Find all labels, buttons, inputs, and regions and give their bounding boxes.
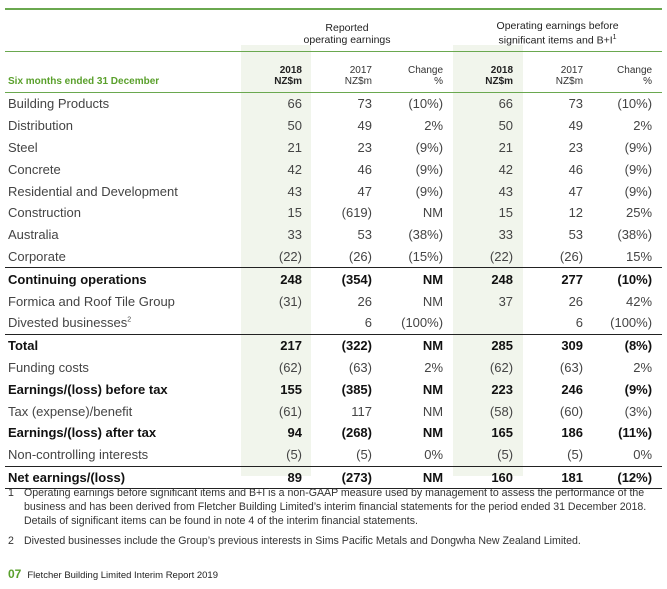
cell-value: 0% <box>633 447 653 463</box>
cell-value: 43 <box>498 183 514 199</box>
cell-value: (5) <box>286 447 302 463</box>
cell-value: 6 <box>575 315 584 331</box>
cell-value: NM <box>422 403 444 419</box>
row-label: Steel <box>8 139 38 155</box>
cell-value: (8%) <box>624 338 653 354</box>
cell-value: NM <box>422 205 444 221</box>
cell-value: 47 <box>568 183 584 199</box>
cell-value: 53 <box>357 227 372 243</box>
group-reported: Reported operating earnings <box>303 22 391 46</box>
cell-value: 15 <box>287 205 302 221</box>
cell-value: (61) <box>278 403 302 419</box>
cell-value: (63) <box>348 359 372 375</box>
cell-value: 2% <box>633 118 653 134</box>
row-label: Continuing operations <box>8 271 147 287</box>
cell-value: 50 <box>287 118 302 134</box>
cell-value: (10%) <box>617 96 653 112</box>
cell-value: (3%) <box>624 403 653 419</box>
cell-value: (60) <box>559 403 584 419</box>
cell-value: (5) <box>497 447 514 463</box>
table-row <box>5 180 662 202</box>
cell-value: (62) <box>278 359 302 375</box>
table-row <box>5 202 662 224</box>
cell-value: (9%) <box>415 183 444 199</box>
cell-value: (11%) <box>618 425 653 441</box>
cell-value <box>241 312 312 334</box>
row-label: Formica and Roof Tile Group <box>8 293 175 309</box>
column-header: 2018 NZ$m <box>485 65 514 87</box>
cell-value: (100%) <box>610 315 653 331</box>
cell-value: (354) <box>341 271 372 287</box>
cell-value: (9%) <box>624 161 653 177</box>
cell-value: (268) <box>341 425 372 441</box>
row-label: Total <box>8 338 39 354</box>
cell-value: 25% <box>626 205 653 221</box>
cell-value: (9%) <box>415 139 444 155</box>
cell-value: 33 <box>498 227 514 243</box>
cell-value: 2% <box>633 359 653 375</box>
cell-value: (38%) <box>408 227 444 243</box>
cell-value: 53 <box>568 227 584 243</box>
cell-value: 21 <box>287 139 302 155</box>
group-header-row <box>5 9 662 52</box>
column-header: 2017 NZ$m <box>344 65 372 87</box>
cell-value: 89 <box>287 469 302 485</box>
cell-value: 49 <box>568 118 584 134</box>
cell-value: 37 <box>498 293 514 309</box>
cell-value: (5) <box>356 447 372 463</box>
cell-value: 248 <box>280 271 302 287</box>
table-row <box>5 290 662 312</box>
column-header: Change % <box>408 65 444 87</box>
cell-value: 217 <box>280 338 302 354</box>
cell-value: (22) <box>489 248 514 264</box>
cell-value: 21 <box>498 139 514 155</box>
cell-value: (5) <box>567 447 584 463</box>
cell-value: NM <box>422 381 444 397</box>
cell-value: 94 <box>287 425 302 441</box>
table-row <box>5 400 662 422</box>
row-label: Earnings/(loss) before tax <box>8 381 168 397</box>
cell-value: NM <box>422 425 444 441</box>
cell-value: 46 <box>568 161 584 177</box>
cell-value: 117 <box>351 403 372 419</box>
cell-value: 66 <box>498 96 514 112</box>
row-label: Net earnings/(loss) <box>8 469 126 485</box>
cell-value: (63) <box>559 359 584 375</box>
row-label: Funding costs <box>8 359 89 375</box>
cell-value: (12%) <box>617 469 653 485</box>
cell-value: 248 <box>491 271 514 287</box>
cell-value: 43 <box>287 183 302 199</box>
page-footer <box>8 567 218 581</box>
cell-value: 15% <box>626 248 653 264</box>
table-row <box>5 137 662 159</box>
cell-value: 42 <box>498 161 514 177</box>
cell-value: 181 <box>561 469 584 485</box>
cell-value: (10%) <box>408 96 444 112</box>
period-label: Six months ended 31 December <box>8 76 160 87</box>
row-label: Residential and Development <box>8 183 178 199</box>
column-header: Change % <box>617 65 653 87</box>
row-label: Divested businesses$^2$ <box>8 315 132 331</box>
cell-value <box>453 312 523 334</box>
cell-value: 155 <box>280 381 302 397</box>
table-row <box>5 357 662 379</box>
footnote: 1 Operating earnings before significant items and B+I is a non-GAAP measure used by management to assess the performance of the business and has been derived from Fletcher Building Limited’s interim financial statements for the period ended 31 December 2018. Details of significant items can be found in note 4 of the interim financial statements. <box>8 487 647 527</box>
cell-value: 73 <box>357 96 372 112</box>
report-title: Fletcher Building Limited Interim Report 2019 <box>27 570 218 581</box>
cell-value: NM <box>422 293 444 309</box>
cell-value: 165 <box>491 425 514 441</box>
group-operating: Operating earnings before significant items and $B+I^1$ <box>496 19 619 46</box>
row-label: Earnings/(loss) after tax <box>8 425 157 441</box>
table-row <box>5 246 662 268</box>
table-row <box>5 224 662 246</box>
cell-value: (62) <box>489 359 514 375</box>
cell-value: (31) <box>278 293 302 309</box>
row-label: Corporate <box>8 248 66 264</box>
cell-value: (9%) <box>624 183 653 199</box>
row-label: Non-controlling interests <box>8 447 149 463</box>
cell-value: 50 <box>498 118 514 134</box>
cell-value: 66 <box>287 96 302 112</box>
column-header: 2018 NZ$m <box>274 65 302 87</box>
cell-value: 26 <box>568 293 584 309</box>
row-label: Building Products <box>8 96 110 112</box>
cell-value: 277 <box>561 271 584 287</box>
cell-value: 15 <box>498 205 514 221</box>
table-row <box>5 93 662 115</box>
cell-value: (619) <box>341 205 372 221</box>
row-label: Concrete <box>8 161 61 177</box>
cell-value: (10%) <box>617 271 653 287</box>
cell-value: (322) <box>341 338 372 354</box>
cell-value: (100%) <box>401 315 444 331</box>
cell-value: NM <box>422 469 444 485</box>
cell-value: 186 <box>561 425 584 441</box>
cell-value: 285 <box>491 338 514 354</box>
cell-value: NM <box>422 271 444 287</box>
cell-value: (273) <box>341 469 372 485</box>
cell-value: (9%) <box>415 161 444 177</box>
footnote: 2 Divested businesses include the Group’s previous interests in Sims Pacific Metals and Dongwha New Zealand Limited. <box>8 535 581 547</box>
table-row <box>5 115 662 137</box>
cell-value: NM <box>422 338 444 354</box>
cell-value: 6 <box>364 315 372 331</box>
page-number: 07 <box>8 567 22 581</box>
cell-value: 0% <box>424 447 444 463</box>
table-row <box>5 268 662 290</box>
row-label: Australia <box>8 227 59 243</box>
table-row <box>5 422 662 444</box>
cell-value: (9%) <box>624 139 653 155</box>
cell-value: (385) <box>341 381 372 397</box>
row-label: Distribution <box>8 118 74 134</box>
cell-value: 42% <box>626 293 653 309</box>
row-label: Tax (expense)/benefit <box>8 403 133 419</box>
cell-value: 23 <box>568 139 584 155</box>
cell-value: 42 <box>287 161 302 177</box>
table-row <box>5 334 662 356</box>
cell-value: 26 <box>357 293 372 309</box>
cell-value: 33 <box>287 227 302 243</box>
table-row <box>5 312 662 334</box>
cell-value: (9%) <box>624 381 653 397</box>
cell-value: (38%) <box>617 227 653 243</box>
cell-value: 47 <box>357 183 372 199</box>
cell-value: 2% <box>424 118 444 134</box>
cell-value: 12 <box>568 205 584 221</box>
column-header-row <box>5 52 662 93</box>
cell-value: 160 <box>491 469 514 485</box>
row-label: Construction <box>8 205 81 221</box>
table-row <box>5 444 662 466</box>
cell-value: (58) <box>489 403 514 419</box>
cell-value: (26) <box>559 248 584 264</box>
cell-value: (15%) <box>408 248 444 264</box>
table-row <box>5 378 662 400</box>
cell-value: 223 <box>491 381 514 397</box>
cell-value: (22) <box>278 248 302 264</box>
cell-value: 49 <box>357 118 372 134</box>
table-row <box>5 158 662 180</box>
cell-value: 2% <box>424 359 444 375</box>
cell-value: 309 <box>561 338 584 354</box>
earnings-table <box>5 8 662 489</box>
cell-value: 246 <box>561 381 584 397</box>
cell-value: 73 <box>568 96 584 112</box>
cell-value: (26) <box>348 248 372 264</box>
cell-value: 46 <box>357 161 372 177</box>
cell-value: 23 <box>357 139 372 155</box>
column-header: 2017 NZ$m <box>555 65 584 87</box>
